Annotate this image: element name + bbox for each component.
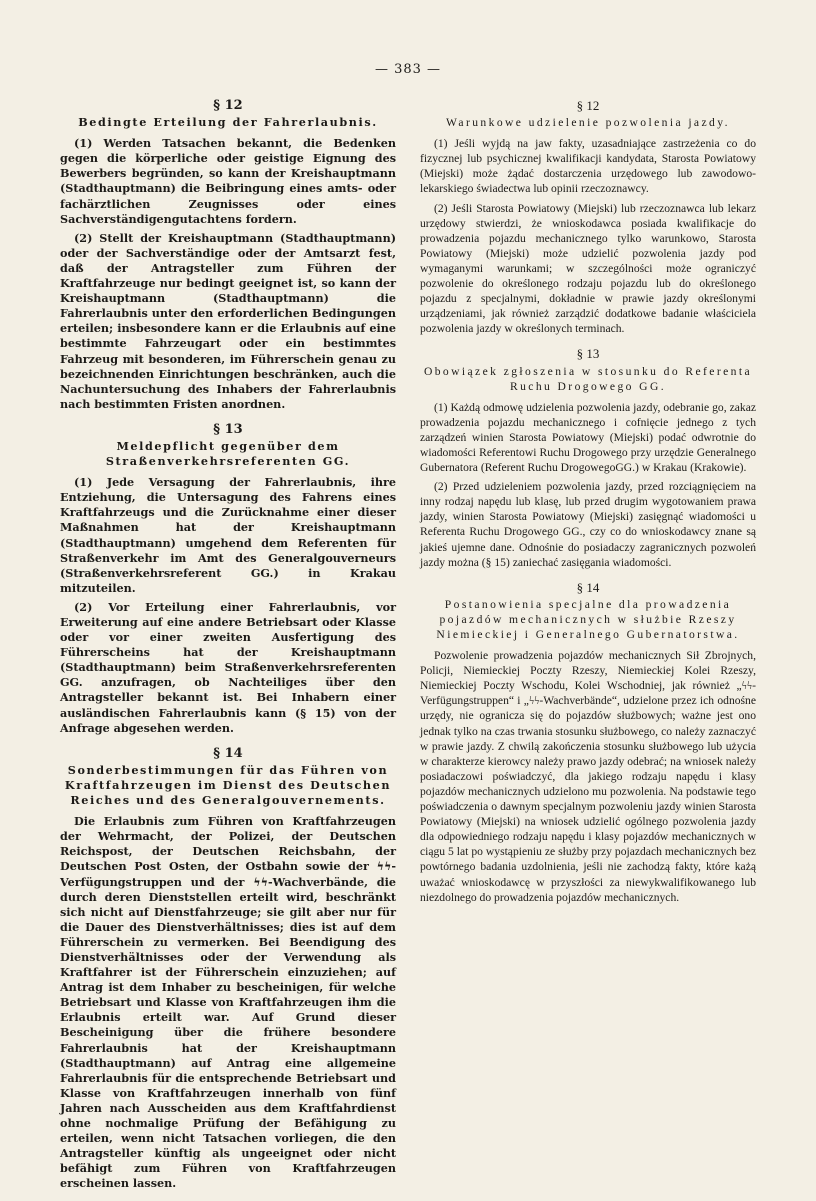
- paragraph: (1) Każdą odmowę udzielenia pozwolenia jazdy, odebranie go, zakaz prowadzenia pojazdu mechanicznego i cofnięcie jednego z tych zarządzeń winien Starosta Powiatowy (Miejski) podać odwrotnie do wiadomości Referentowi Ruchu Drogowego przy urzędzie Generalnego Gubernatora (Referent Ruchu DrogowegoGG.) w Krakau (Krakowie).: [420, 400, 756, 475]
- german-section-13: [60, 422, 396, 736]
- polish-column: [420, 98, 756, 915]
- polish-section-12: [420, 98, 756, 336]
- section-number: § 13: [576, 346, 600, 362]
- german-column: [60, 98, 396, 1201]
- paragraph: (2) Stellt der Kreishauptmann (Stadthauptmann) oder der Sachverständige oder der Amtsarzt fest, daß der Antragsteller zum Führen der Kraftfahrzeuge nur bedingt geeignet ist, so kann der Kreishauptmann (Stadthauptmann) die Fahrerlaubnis unter den erforderlichen Bedingungen erteilen; insbesondere kann er die Erlaubnis auf eine bestimmte Fahrzeugart oder ein bestimmtes Fahrzeug mit besonderen, im Führerschein genau zu bezeichnenden Einrichtungen beschränken, auch die Nachuntersuchung des Inhabers der Fahrerlaubnis nach bestimmten Fristen anordnen.: [60, 230, 396, 411]
- polish-section-13: [420, 346, 756, 569]
- section-number: § 14: [576, 579, 600, 595]
- section-number: § 12: [213, 98, 243, 113]
- section-number: § 14: [213, 745, 243, 761]
- section-number: § 12: [576, 98, 600, 113]
- paragraph: Pozwolenie prowadzenia pojazdów mechanicznych Sił Zbrojnych, Policji, Niemieckiej Poczty Rzeszy, Niemieckiej Kolei Rzeszy, Niemieckiej Poczty Wschodu, Kolei Wschodniej, jak również „ϟϟ-Verfügungstruppen“ i „ϟϟ-Wachverbände“, udzielone przez ich odnośne urzędy, nie ogranicza się do pojazdów służbowych; ważne jest ono jednak tylko na czas trwania stosunku służbowego, co należy zaznaczyć w prawie jazdy. Z chwilą zakończenia stosunku służbowego lub użycia w charakterze kierowcy należy prawo jazdy odebrać; na wniosek należy posiadaczowi poświadczyć, dla jakiego rodzaju napędu i klasy pojazdów mechanicznych udzielono mu pozwolenia. Na podstawie tego poświadczenia o dawnym specjalnym pozwoleniu jazdy winien Starosta Powiatowy (Miejski) na wniosek udzielić ogólnego pozwolenia jazdy dla odpowiedniego rodzaju napędu i klasy pojazdów mechanicznych w ciągu 5 lat po wystąpieniu ze służby przy pojazdach mechanicznych bez powtórnego badania uzdolnienia, jeśli nie zachodzą fakty, które każą uważać wnioskodawcę w przyszłości za niewykwalifikowanego lub niezdolnego do prowadzenia pojazdów mechanicznych.: [420, 649, 756, 904]
- paragraph: (1) Werden Tatsachen bekannt, die Bedenken gegen die körperliche oder geistige Eignung des Bewerbers begründen, so kann der Kreishauptmann (Stadthauptmann) die Beibringung eines amts- oder fachärztlichen Zeugnisses oder eines Sachverständigengutachtens fordern.: [60, 136, 396, 226]
- paragraph: (2) Jeśli Starosta Powiatowy (Miejski) lub rzeczoznawca lub lekarz urzędowy stwierdzi, że wnioskodawca posiada kwalifikacje do prowadzenia pojazdu mechanicznego tylko warunkowo, Starosta Powiatowy (Miejski) może udzielić pozwolenia jazdy pod wymaganymi warunkami; w szczególności może ograniczyć pozwolenie do określonego rodzaju pojazdu lub do określonego pojazdu z specjalnymi, dokładnie w prawie jazdy określonymi urządzeniami, jak również zarządzić dodatkowe badanie właściciela pozwolenia jazdy w określonych terminach.: [420, 201, 756, 336]
- section-title: Warunkowe udzielenie pozwolenia jazdy.: [446, 116, 730, 130]
- paragraph: (2) Vor Erteilung einer Fahrerlaubnis, vor Erweiterung auf eine andere Betriebsart oder Klasse oder vor einer zweiten Ausfertigung des Führerscheins hat der Kreishauptmann (Stadthauptmann) beim Straßenverkehrsreferenten GG. anzufragen, ob Nachteiliges über den Antragsteller bekannt ist. Bei Inhabern einer ausländischen Fahrerlaubnis kann (§ 15) von der Anfrage abgesehen werden.: [60, 599, 396, 735]
- section-title: Meldepflicht gegenüber dem Straßenverkehrsreferenten GG.: [105, 438, 351, 469]
- paragraph: Die Erlaubnis zum Führen von Kraftfahrzeugen der Wehrmacht, der Polizei, der Deutschen Reichspost, der Deutschen Reichsbahn, der Deutschen Post Osten, der Ostbahn sowie der ϟϟ-Verfügungstruppen und der ϟϟ-Wachverbände, die durch deren Dienststellen erteilt wird, beschränkt sich nicht auf Dienstfahrzeuge; sie gilt aber nur für die Dauer des Dienstverhältnisses; dies ist auf dem Führerschein zu vermerken. Bei Beendigung des Dienstverhältnisses oder der Verwendung als Kraftfahrer ist der Führerschein einzuziehen; auf Antrag ist dem Inhaber zu bescheinigen, für welche Betriebsart und Klasse von Kraftfahrzeugen ihm die Erlaubnis erteilt war. Auf Grund dieser Bescheinigung über die frühere besondere Fahrerlaubnis hat der Kreishauptmann (Stadthauptmann) auf Antrag eine allgemeine Fahrerlaubnis für die entsprechende Betriebsart und Klasse von Kraftfahrzeugen innerhalb von fünf Jahren nach Ausscheiden aus dem Kraftfahrdienst ohne nochmalige Prüfung der Befähigung zu erteilen, wenn nicht Tatsachen vorliegen, die den Antragsteller künftig als ungeeignet oder nicht befähigt zum Führen von Kraftfahrzeugen erscheinen lassen.: [60, 814, 396, 1191]
- section-title: Bedingte Erteilung der Fahrerlaubnis.: [78, 115, 378, 130]
- section-title: Postanowienia specjalne dla prowadzenia pojazdów mechanicznych w służbie Rzeszy Niemieckiej i Generalnego Gubernatorstwa.: [436, 597, 740, 641]
- german-section-14: [60, 746, 396, 1192]
- paragraph: (1) Jeśli wyjdą na jaw fakty, uzasadniające zastrzeżenia co do fizycznej lub psychicznej kwalifikacji kandydata, Starosta Powiatowy (Miejski) może żądać dostarczenia urzędowego lub zawodowo-lekarskiego świadectwa lub opinii rzeczoznawcy.: [420, 137, 756, 196]
- polish-section-14: [420, 580, 756, 905]
- section-number: § 13: [213, 421, 243, 437]
- section-title: Sonderbestimmungen für das Führen von Kraftfahrzeugen im Dienst des Deutschen Reiches und des Generalgouvernements.: [64, 762, 392, 808]
- paragraph: (2) Przed udzieleniem pozwolenia jazdy, przed rozciągnięciem na inny rodzaj napędu lub klasę, lub przed drugim wygotowaniem prawa jazdy, winien Starosta Powiatowy (Miejski) zasięgnąć wiadomości u Referenta Ruchu Drogowego GG., czy co do wnioskodawcy znane są jakieś ujemne dane. Odnośnie do posiadaczy zagranicznych pozwoleń jazdy można (§ 15) zaniechać zasięgania wiadomości.: [420, 480, 756, 569]
- section-title: Obowiązek zgłoszenia w stosunku do Referenta Ruchu Drogowego GG.: [423, 364, 753, 393]
- page-number: — 383 —: [374, 62, 442, 77]
- german-section-12: [60, 98, 396, 412]
- paragraph: (1) Jede Versagung der Fahrerlaubnis, ihre Entziehung, die Untersagung des Fahrens eines Kraftfahrzeugs und die Zurücknahme einer dieser Maßnahmen hat der Kreishauptmann (Stadthauptmann) umgehend dem Referenten für Straßenverkehr im Amt des Generalgouverneurs (Straßenverkehrsreferent GG.) in Krakau mitzuteilen.: [60, 475, 396, 595]
